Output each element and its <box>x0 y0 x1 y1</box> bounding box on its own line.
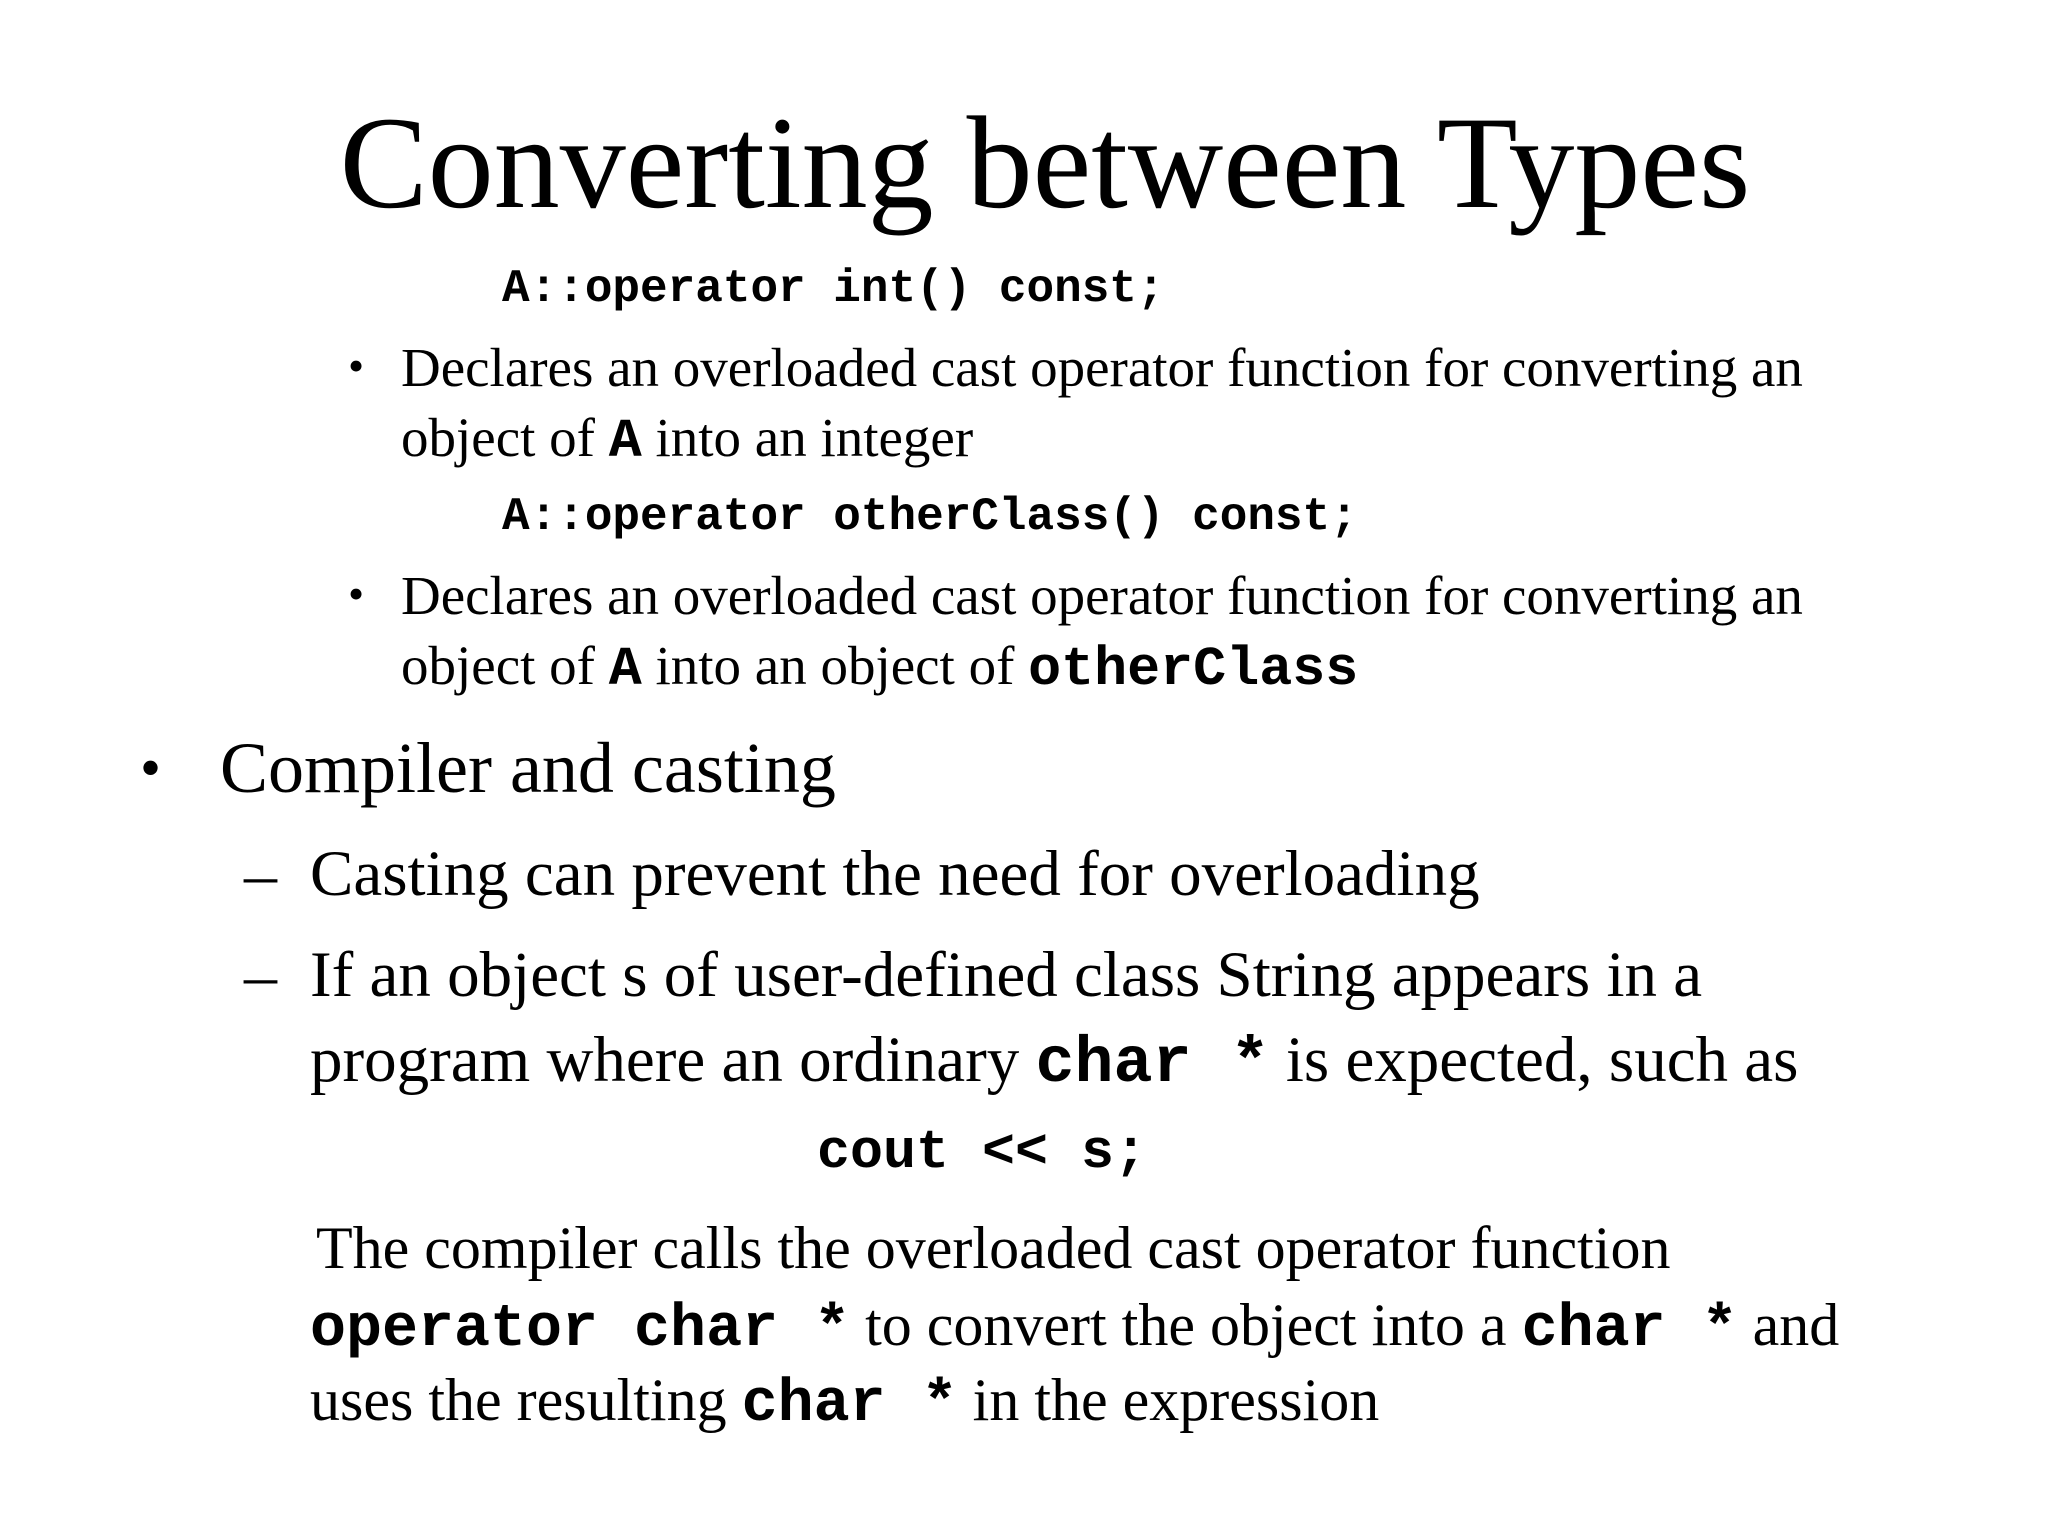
bullet-2-code-otherclass: otherClass <box>1028 638 1359 701</box>
bullet-2-text: object of <box>401 635 609 696</box>
code-line-operator-int: A::operator int() const; <box>502 263 1165 315</box>
bullet-2-text-mid: into an object of <box>641 635 1029 696</box>
paragraph-code-char: char * <box>1521 1296 1738 1364</box>
paragraph-text-end: and <box>1737 1292 1840 1358</box>
sub-bullet-2-dash: – <box>244 939 277 1012</box>
bullet-2-line-2 <box>401 635 1359 701</box>
sub-bullet-2-code-char: char * <box>1035 1027 1270 1101</box>
code-line-operator-otherclass: A::operator otherClass() const; <box>502 491 1358 543</box>
sub-bullet-2-line-1: If an object s of user-defined class String appears in a <box>310 939 1703 1011</box>
bullet-2-line-1: Declares an overloaded cast operator function for converting an <box>401 565 1803 626</box>
sub-bullet-2-line-2 <box>310 1024 1799 1101</box>
slide-title: Converting between Types <box>339 89 1751 236</box>
bullet-1-marker: • <box>348 340 365 391</box>
paragraph-line-1: The compiler calls the overloaded cast operator function <box>316 1215 1671 1281</box>
paragraph-line-3 <box>310 1367 1380 1439</box>
bullet-3-heading: Compiler and casting <box>220 728 836 808</box>
sub-bullet-1-text: Casting can prevent the need for overloading <box>310 838 1480 910</box>
sub-bullet-1-dash: – <box>244 838 277 911</box>
paragraph-text-3-end: in the expression <box>957 1367 1380 1433</box>
bullet-1-line-1: Declares an overloaded cast operator function for converting an <box>401 337 1803 398</box>
paragraph-text-3: uses the resulting <box>310 1367 742 1433</box>
bullet-1-text-end: into an integer <box>641 407 974 468</box>
paragraph-text-mid: to convert the object into a <box>850 1292 1522 1358</box>
bullet-2-marker: • <box>348 568 365 619</box>
sub-bullet-2-text: program where an ordinary <box>310 1024 1036 1096</box>
bullet-1-code-A: A <box>608 410 642 473</box>
bullet-1-line-2 <box>401 407 974 473</box>
paragraph-line-2 <box>310 1292 1840 1364</box>
paragraph-code-operator: operator char * <box>310 1296 851 1364</box>
bullet-1-text: object of <box>401 407 609 468</box>
sub-bullet-2-text-end: is expected, such as <box>1269 1024 1799 1096</box>
bullet-3-marker: • <box>140 735 162 801</box>
code-line-cout: cout << s; <box>817 1121 1148 1184</box>
paragraph-code-char-2: char * <box>741 1371 958 1439</box>
bullet-2-code-A: A <box>608 638 642 701</box>
